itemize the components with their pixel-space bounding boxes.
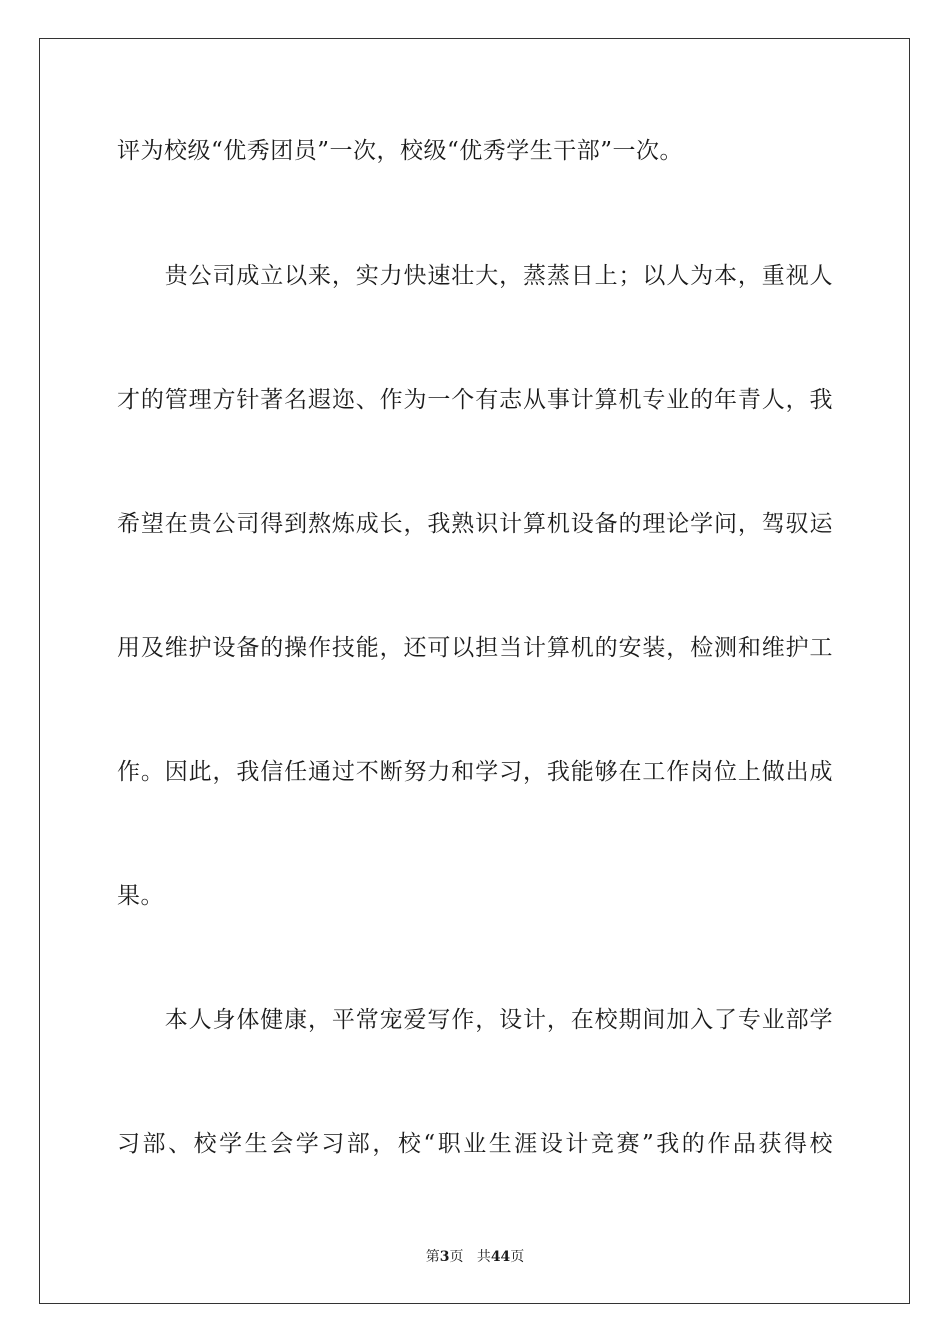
footer-page-prefix: 第	[425, 1249, 440, 1265]
body-text-line: 作。因此，我信任通过不断努力和学习，我能够在工作岗位上做出成	[117, 759, 833, 785]
body-text-line: 果。	[117, 883, 164, 909]
body-text-line: 才的管理方针著名遐迩、作为一个有志从事计算机专业的年青人，我	[117, 387, 833, 413]
footer-page-number: 3	[439, 1249, 450, 1265]
body-text-line: 用及维护设备的操作技能，还可以担当计算机的安装，检测和维护工	[117, 635, 833, 661]
body-text-line: 本人身体健康，平常宠爱写作，设计，在校期间加入了专业部学	[117, 1007, 833, 1033]
footer-total-prefix: 共	[476, 1249, 491, 1265]
footer-total-suffix: 页	[510, 1249, 525, 1265]
footer-total-number: 44	[490, 1249, 511, 1265]
body-text-line: 评为校级“优秀团员”一次，校级“优秀学生干部”一次。	[117, 138, 684, 164]
footer-page-suffix: 页	[449, 1249, 464, 1265]
body-text-line: 习部、校学生会学习部，校“职业生涯设计竞赛”我的作品获得校	[117, 1131, 833, 1157]
page-border	[39, 38, 910, 1304]
body-text-line: 贵公司成立以来，实力快速壮大，蒸蒸日上；以人为本，重视人	[117, 263, 833, 289]
body-text-line: 希望在贵公司得到熬炼成长，我熟识计算机设备的理论学问，驾驭运	[117, 511, 833, 537]
page-footer	[0, 1247, 950, 1267]
